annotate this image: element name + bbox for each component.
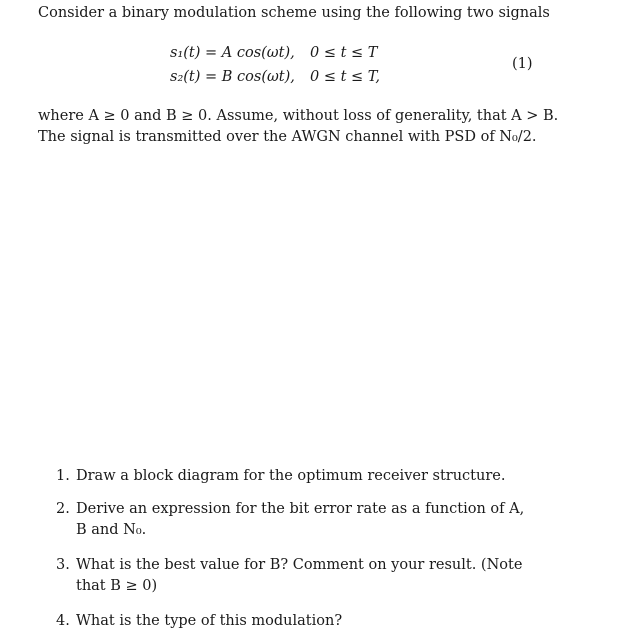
equation-block bbox=[170, 41, 470, 89]
equation-s2-definition: s₂(t) = B cos(ωt), bbox=[170, 69, 295, 85]
question-list bbox=[56, 466, 536, 632]
question-number: 3. bbox=[56, 557, 70, 573]
equation-s1-definition: s₁(t) = A cos(ωt), bbox=[170, 45, 295, 61]
equation-row-s1 bbox=[170, 41, 470, 65]
question-number: 4. bbox=[56, 613, 70, 629]
question-text: Draw a block diagram for the optimum receiver structure. bbox=[76, 468, 506, 484]
question-text: What is the best value for B? Comment on your result. (Note that B ≥ 0) bbox=[76, 557, 523, 594]
equation-number: (1) bbox=[512, 56, 533, 72]
question-text: What is the type of this modulation? bbox=[76, 613, 343, 629]
question-item bbox=[56, 555, 536, 597]
question-number: 1. bbox=[56, 468, 70, 484]
assumptions-paragraph bbox=[38, 106, 598, 148]
equation-s2-range: 0 ≤ t ≤ T, bbox=[310, 69, 380, 85]
question-item bbox=[56, 611, 536, 632]
equation-s1-range: 0 ≤ t ≤ T bbox=[310, 45, 378, 61]
question-number: 2. bbox=[56, 501, 70, 517]
question-item bbox=[56, 499, 536, 541]
equation-row-s2 bbox=[170, 65, 470, 89]
intro-text: Consider a binary modulation scheme using the following two signals bbox=[38, 5, 550, 21]
question-text: Derive an expression for the bit error rate as a function of A, B and N₀. bbox=[76, 501, 525, 538]
question-item bbox=[56, 466, 536, 487]
assumptions-line: where A ≥ 0 and B ≥ 0. Assume, without loss of generality, that A > B. bbox=[38, 108, 559, 124]
channel-line: The signal is transmitted over the AWGN channel with PSD of N₀/2. bbox=[38, 129, 537, 145]
